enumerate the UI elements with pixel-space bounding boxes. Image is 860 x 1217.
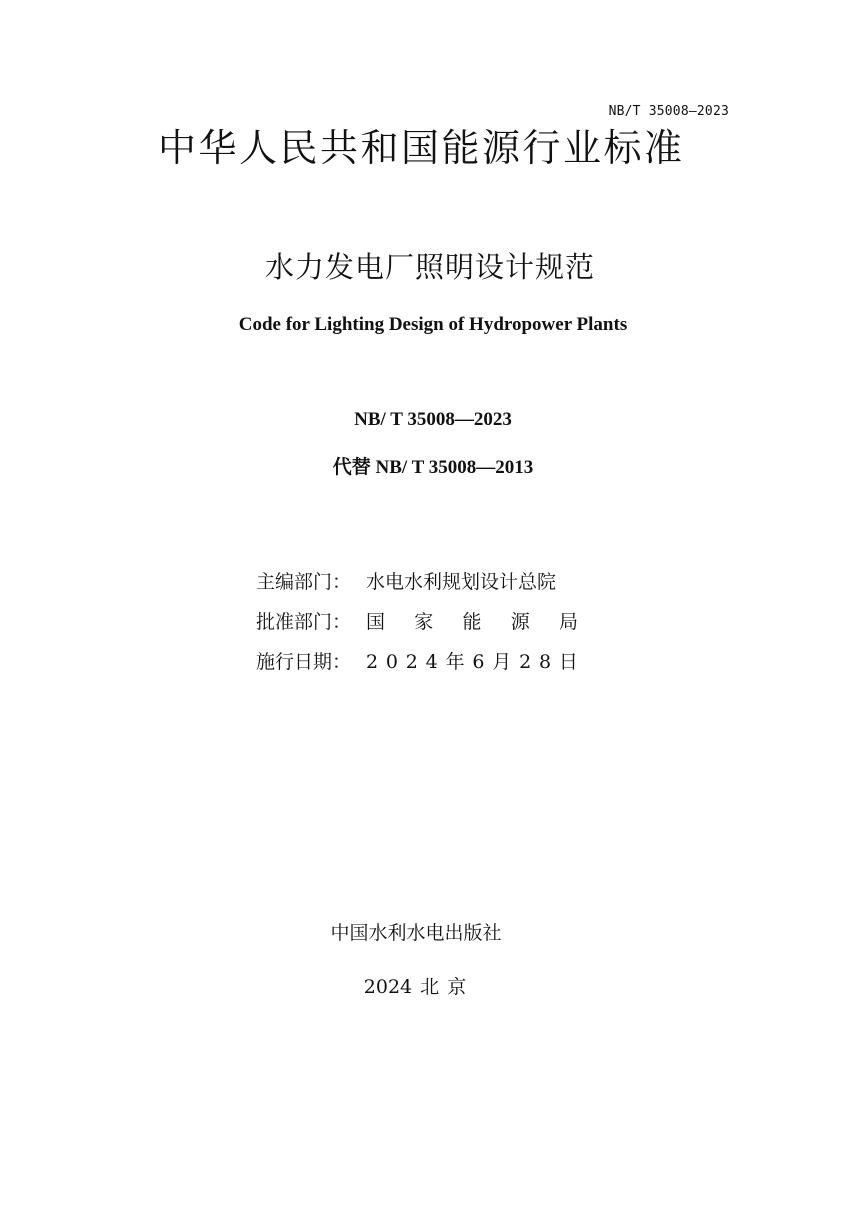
date-char: 2 [366,651,379,673]
editor-value: 水电水利规划设计总院 [366,571,557,593]
chinese-title: 水力发电厂照明设计规范 [264,250,595,284]
date-char: 2 [519,651,532,673]
effective-date-row [256,642,578,682]
organization-title: 中华人民共和国能源行业标准 [158,126,685,170]
date-char: 日 [558,651,578,673]
date-char: 月 [492,651,512,673]
replaced-standard: 代替 NB/ T 35008—2013 [332,457,534,478]
approver-char: 家 [414,611,434,633]
approver-value [366,602,578,642]
publication-place-year: 2024 北 京 [363,976,467,998]
date-char: 8 [538,651,552,673]
approver-row [256,602,578,642]
approver-label: 批准部门： [256,611,352,633]
date-char: 4 [425,651,438,673]
editor-label: 主编部门： [256,571,352,593]
date-char: 年 [445,651,465,673]
effective-date-label: 施行日期： [256,651,352,673]
english-title: Code for Lighting Design of Hydropower Plants [238,314,628,335]
publisher: 中国水利水电出版社 [330,922,502,944]
approver-char: 能 [462,611,482,633]
approver-char: 国 [366,611,386,633]
issuance-info [256,562,578,682]
date-char: 0 [385,651,398,673]
date-char: 6 [472,651,485,673]
editor-row [256,562,578,602]
date-char: 2 [405,651,418,673]
effective-date-value [366,642,578,682]
document-code: NB/T 35008—2023 [608,104,729,119]
standard-number: NB/ T 35008—2023 [354,409,512,430]
approver-char: 局 [558,611,578,633]
approver-char: 源 [510,611,530,633]
